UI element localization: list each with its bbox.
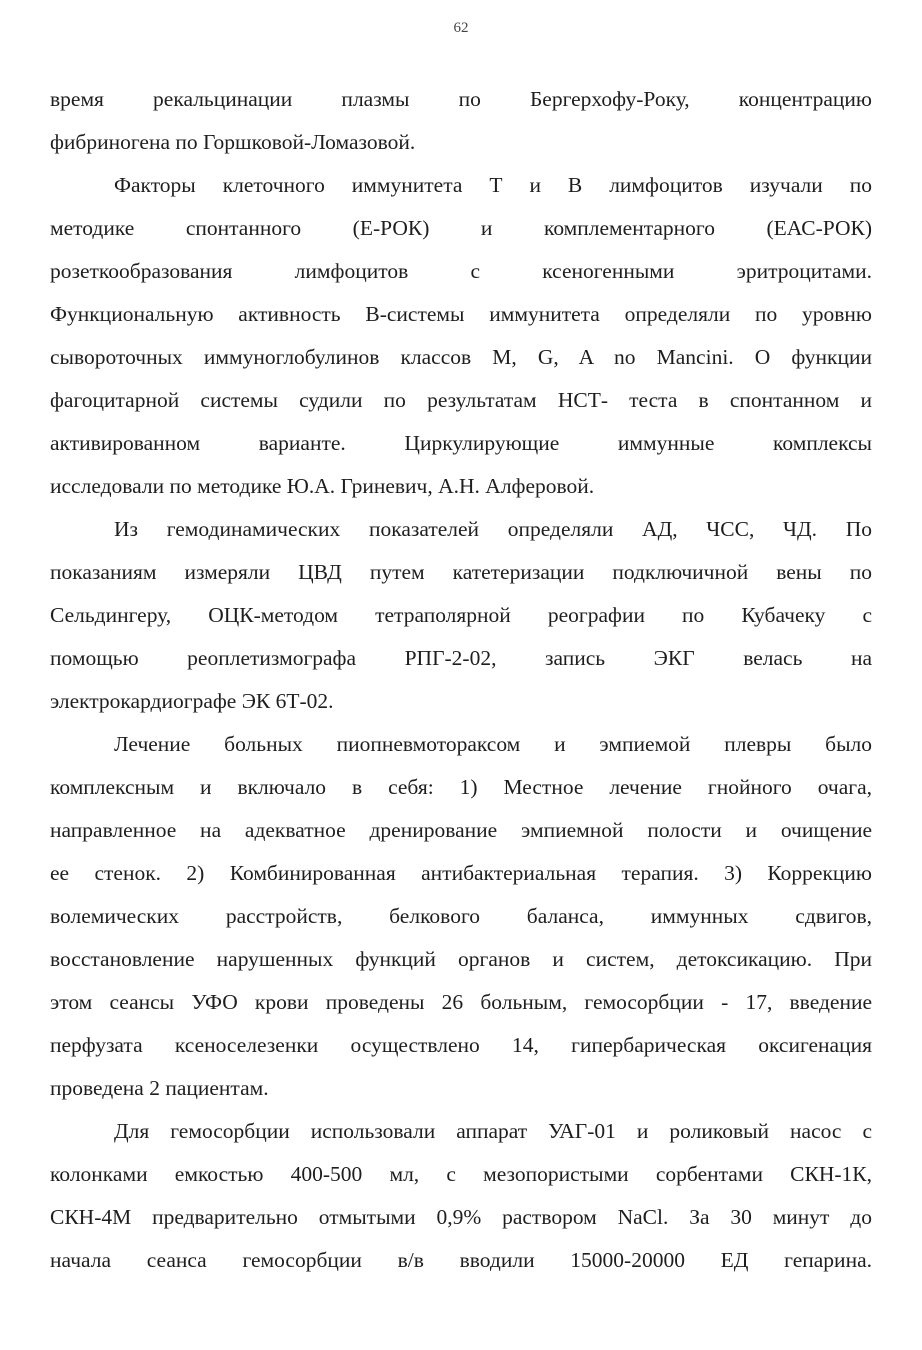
text-line: СКН-4М предварительно отмытыми 0,9% раствором NaCl. За 30 минут до [50, 1205, 872, 1229]
paragraph-immunity-factors [50, 164, 872, 508]
text-line: колонками емкостью 400-500 мл, с мезопористыми сорбентами СКН-1К, [50, 1162, 872, 1186]
text-line: Лечение больных пиопневмотораксом и эмпиемой плевры было [114, 732, 872, 756]
paragraph-treatment [50, 723, 872, 1110]
text-line: этом сеансы УФО крови проведены 26 больным, гемосорбции - 17, введение [50, 990, 872, 1014]
text-line: фагоцитарной системы судили по результатам НСТ- теста в спонтанном и [50, 388, 872, 412]
text-line: фибриногена по Горшковой-Ломазовой. [50, 130, 416, 154]
text-line: Факторы клеточного иммунитета Т и В лимфоцитов изучали по [114, 173, 872, 197]
text-line: помощью реоплетизмографа РПГ-2-02, запись ЭКГ велась на [50, 646, 872, 670]
paragraph-continuation [50, 78, 872, 164]
text-line: электрокардиографе ЭК 6Т-02. [50, 689, 334, 713]
text-line: начала сеанса гемосорбции в/в вводили 15000-20000 ЕД гепарина. [50, 1248, 872, 1272]
text-line: ее стенок. 2) Комбинированная антибактериальная терапия. 3) Коррекцию [50, 861, 872, 885]
paragraph-hemodynamics [50, 508, 872, 723]
text-line: направленное на адекватное дренирование эмпиемной полости и очищение [50, 818, 872, 842]
text-line: комплексным и включало в себя: 1) Местное лечение гнойного очага, [50, 775, 872, 799]
paragraph-hemosorption [50, 1110, 872, 1282]
text-line: исследовали по методике Ю.А. Гриневич, А.Н. Алферовой. [50, 474, 595, 498]
text-line: проведена 2 пациентам. [50, 1076, 269, 1100]
text-line: время рекальцинации плазмы по Бергерхофу-Року, концентрацию [50, 87, 872, 111]
body-text [50, 78, 872, 1282]
text-line: перфузата ксеноселезенки осуществлено 14, гипербарическая оксигенация [50, 1033, 872, 1057]
text-line: восстановление нарушенных функций органов и систем, детоксикацию. При [50, 947, 872, 971]
text-line: розеткообразования лимфоцитов с ксеногенными эритроцитами. [50, 259, 872, 283]
text-line: активированном варианте. Циркулирующие иммунные комплексы [50, 431, 872, 455]
text-line: Сельдингеру, ОЦК-методом тетраполярной реографии по Кубачеку с [50, 603, 872, 627]
text-line: сывороточных иммуноглобулинов классов М, G, A no Mancini. О функции [50, 345, 872, 369]
text-line: Функциональную активность В-системы иммунитета определяли по уровню [50, 302, 872, 326]
page-number: 62 [453, 20, 469, 36]
text-line: методике спонтанного (Е-РОК) и комплементарного (ЕАС-РОК) [50, 216, 872, 240]
text-line: Из гемодинамических показателей определяли АД, ЧСС, ЧД. По [114, 517, 872, 541]
text-line: Для гемосорбции использовали аппарат УАГ-01 и роликовый насос с [114, 1119, 872, 1143]
text-line: показаниям измеряли ЦВД путем катетеризации подключичной вены по [50, 560, 872, 584]
text-line: волемических расстройств, белкового баланса, иммунных сдвигов, [50, 904, 872, 928]
